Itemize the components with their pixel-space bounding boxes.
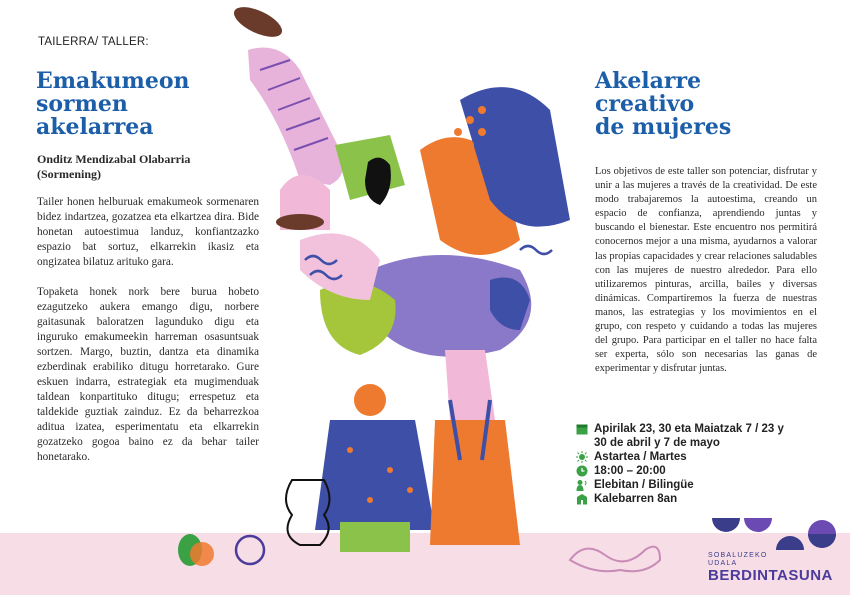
title-basque-line-1: Emakumeon [36,68,190,94]
paragraph: Tailer honen helburuak emakumeok sormenaren bidez indartzea, gozatzea eta elkartzea dira. Bide honetan autoestimua landuz, konfiantzazko espazio bat sortuz, elkarrekin ikasiz eta ongizatea bilatuz arituko gara. [37,196,259,268]
green-leaf-doodle [170,530,220,575]
title-spanish-line-3: de mujeres [595,114,732,140]
sun-icon [576,451,588,463]
author [37,152,190,182]
title-basque-line-3: akelarrea [36,114,154,140]
dates-line-1: Apirilak 23, 30 eta Maiatzak 7 / 23 y [594,423,784,435]
place-text: Kalebarren 8an [594,493,678,505]
description-spanish [595,165,817,376]
logo-name: BERDINTASUNA [708,567,833,584]
blue-dress-shape [315,420,435,530]
info-time [576,464,826,478]
event-info [576,422,826,506]
orange-body-shape [430,420,520,545]
time-text: 18:00 – 20:00 [594,465,666,477]
title-spanish [595,70,731,139]
calendar-icon [576,423,588,435]
logo-line-1: SOBALUZEKO [708,552,768,559]
logo-line-2: UDALA [708,560,738,567]
shoe-shape [230,1,286,43]
title-spanish-line-1: Akelarre [595,68,702,94]
paragraph: Topaketa honek nork bere burua hobeto ezagutzeko aukera emango digu, norbere gaitasunak baloratzen lagunduko digu eta inguruko emakumeekin harreman osasuntsuak sortzen. Margo, buztin, dantza eta dinamika ezberdinak erabiliko ditugu horretarako. Gure eskuen indarra, estrategiak eta mugimenduak taldean konpartituko ditugu; errespetuz eta taldekide guztiak zainduz. Ez da beharrezkoa aditua izatea, esperimentatu eta elkarrekin gozatzeko gogoa baino ez da behar tailer honetarako. [37,286,259,463]
title-basque [36,70,189,139]
pink-arms-shape [300,233,380,300]
speaker-icon [576,479,588,491]
info-dates [576,422,826,450]
clock-icon [576,465,588,477]
title-spanish-line-2: creativo [595,91,695,117]
plaid-legs-shape [340,522,410,552]
title-basque-line-2: sormen [36,91,128,117]
author-name: Onditz Mendizabal Olabarria [37,152,191,166]
berdintasuna-logo [700,514,840,584]
purple-ring-doodle [232,530,272,570]
logo-text [708,552,833,584]
pink-squiggle-doodle [565,530,665,580]
face-silhouette [365,158,391,205]
language-text: Elebitan / Bilingüe [594,479,694,491]
section-kicker: TAILERRA/ TALLER: [38,36,149,48]
author-org: (Sormening) [37,167,101,181]
info-place [576,492,826,506]
logo-mark [700,514,840,554]
building-icon [576,493,588,505]
dates-line-2: 30 de abril y 7 de mayo [594,437,720,449]
info-language [576,478,826,492]
shoe-shape [276,214,324,230]
illustration [220,0,600,595]
info-day [576,450,826,464]
striped-leg-shape [248,48,343,186]
head-shape [354,384,386,416]
day-text: Astartea / Martes [594,451,687,463]
paragraph: Los objetivos de este taller son potenciar, disfrutar y unir a las mujeres a través de la creatividad. De este modo trabajaremos la autoestima, creando un espacio de confianza, aprendiendo juntas y buscando el bienestar. Este encuentro nos permitirá conocernos mejor a una misma, ayudarnos a valorar las propias capacidades y crear relaciones saludables con las mujeres de nuestro alrededor. Para ello utilizaremos pinturas, arcilla, bailes y diversas dinámicas. Compartiremos la fuerza de nuestras manos, las estrategias y los movimientos en el grupo, con respeto y cuidando a todas las mujeres del grupo. Para participar en el taller no hace falta ser experta, sólo son necesarias las ganas de experimentar y disfrutar juntas. [595,166,817,375]
